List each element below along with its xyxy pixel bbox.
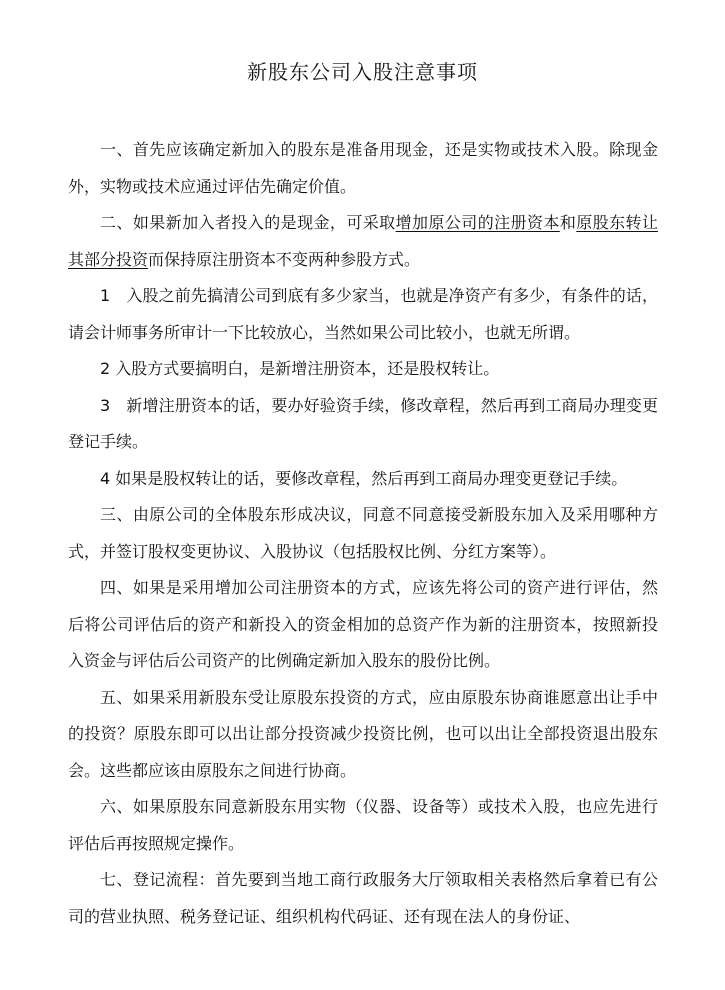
paragraph-11: 七、登记流程：首先要到当地工商行政服务大厅领取相关表格然后拿着已有公司的营业执照、税务登记证、组织机构代码证、还有现在法人的身份证、: [68, 870, 658, 926]
paragraph-9: 五、如果采用新股东受让原股东投资的方式，应由原股东协商谁愿意出让手中的投资？原股东即可以出让部分投资减少投资比例，也可以出让全部投资退出股东会。这些都应该由原股东之间进行协商。: [68, 687, 658, 780]
paragraph-7: 三、由原公司的全体股东形成决议，同意不同意接受新股东加入及采用哪种方式，并签订股权变更协议、入股协议（包括股权比例、分红方案等）。: [68, 505, 658, 561]
paragraph-2-text-c: 而保持原注册资本不变两种参股方式。: [148, 249, 421, 269]
document-title: 新股东公司入股注意事项: [247, 60, 478, 84]
transfer-investment-link[interactable]: 原股东转让其部分投资: [68, 213, 658, 269]
paragraph-5: 3 新增注册资本的话，要办好验资手续，修改章程，然后再到工商局办理变更登记手续。: [68, 395, 658, 451]
increase-capital-link[interactable]: 增加原公司的注册资本: [395, 213, 560, 232]
paragraph-2: [68, 205, 658, 278]
paragraph-2-text-b: 和: [559, 213, 577, 232]
paragraph-8: 四、如果是采用增加公司注册资本的方式，应该先将公司的资产进行评估，然后将公司评估后的资产和新投入的资金相加的总资产作为新的注册资本，按照新投入资金与评估后公司资产的比例确定新加入股东的股份比例。: [68, 578, 658, 670]
document-body: [68, 132, 658, 935]
paragraph-6: 4 如果是股权转让的话，要修改章程，然后再到工商局办理变更登记手续。: [100, 468, 628, 488]
paragraph-3: 1 入股之前先搞清公司到底有多少家当，也就是净资产有多少，有条件的话，请会计师事务所审计一下比较放心，当然如果公司比较小，也就无所谓。: [68, 286, 658, 342]
paragraph-1: 一、首先应该确定新加入的股东是准备用现金，还是实物或技术入股。除现金外，实物或技术应通过评估先确定价值。: [68, 140, 658, 196]
paragraph-10: 六、如果原股东同意新股东用实物（仪器、设备等）或技术入股，也应先进行评估后再按照规定操作。: [68, 797, 658, 853]
paragraph-2-text-a: 二、如果新加入者投入的是现金，可采取: [100, 213, 396, 232]
paragraph-4: 2 入股方式要搞明白，是新增注册资本，还是股权转让。: [100, 359, 500, 378]
